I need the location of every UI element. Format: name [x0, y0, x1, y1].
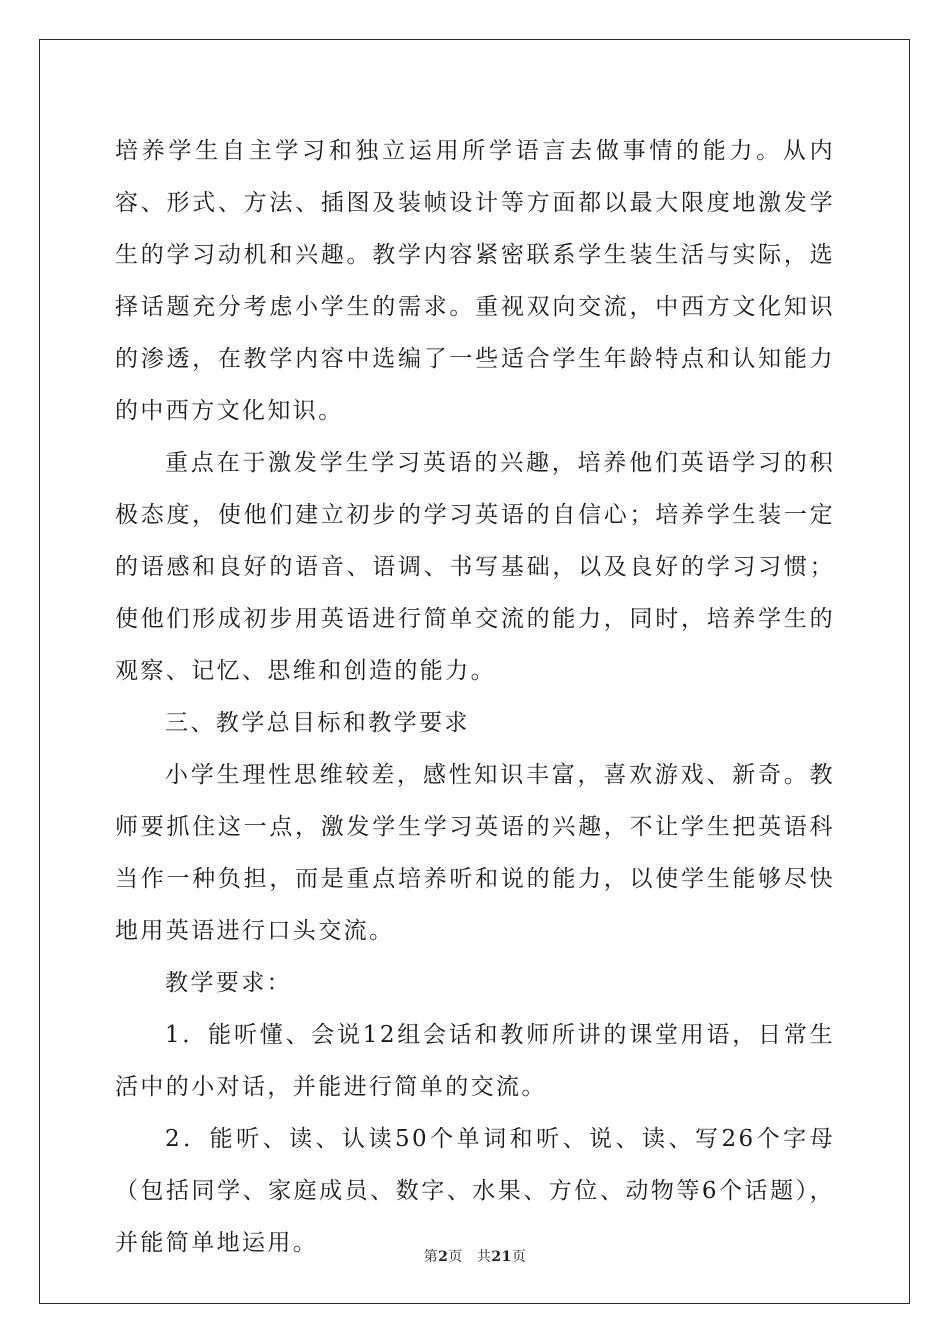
requirement-item-2: 2．能听、读、认读50个单词和听、说、读、写26个字母（包括同学、家庭成员、数字、水果、方位、动物等6个话题），并能简单地运用。: [115, 1126, 835, 1256]
total-prefix: 共: [476, 1249, 492, 1265]
page-total: 21: [491, 1249, 512, 1265]
page-suffix: 页: [448, 1249, 463, 1265]
page-prefix: 第: [423, 1249, 439, 1265]
paragraph-4: 小学生理性思维较差，感性知识丰富，喜欢游戏、新奇。教师要抓住这一点，激发学生学习英语的兴趣，不让学生把英语科当作一种负担，而是重点培养听和说的能力，以使学生能够尽快地用英语进行口头交流。: [115, 762, 835, 944]
total-suffix: 页: [511, 1249, 527, 1265]
requirements-label: 教学要求：: [165, 970, 292, 996]
paragraph-1: 培养学生自主学习和独立运用所学语言去做事情的能力。从内容、形式、方法、插图及装帧设计等方面都以最大限度地激发学生的学习动机和兴趣。教学内容紧密联系学生装生活与实际，选择话题充分考虑小学生的需求。重视双向交流，中西方文化知识的渗透，在教学内容中选编了一些适合学生年龄特点和认知能力的中西方文化知识。: [115, 138, 835, 424]
requirement-item-1: 1．能听懂、会说12组会话和教师所讲的课堂用语，日常生活中的小对话，并能进行简单的交流。: [115, 1022, 835, 1100]
page-current: 2: [438, 1249, 449, 1265]
page-footer: [0, 1246, 950, 1266]
paragraph-2: 重点在于激发学生学习英语的兴趣，培养他们英语学习的积极态度，使他们建立初步的学习英语的自信心；培养学生装一定的语感和良好的语音、语调、书写基础，以及良好的学习习惯；使他们形成初步用英语进行简单交流的能力，同时，培养学生的观察、记忆、思维和创造的能力。: [115, 450, 835, 684]
document-body: [115, 125, 835, 1269]
section-heading: 三、教学总目标和教学要求: [165, 710, 470, 736]
